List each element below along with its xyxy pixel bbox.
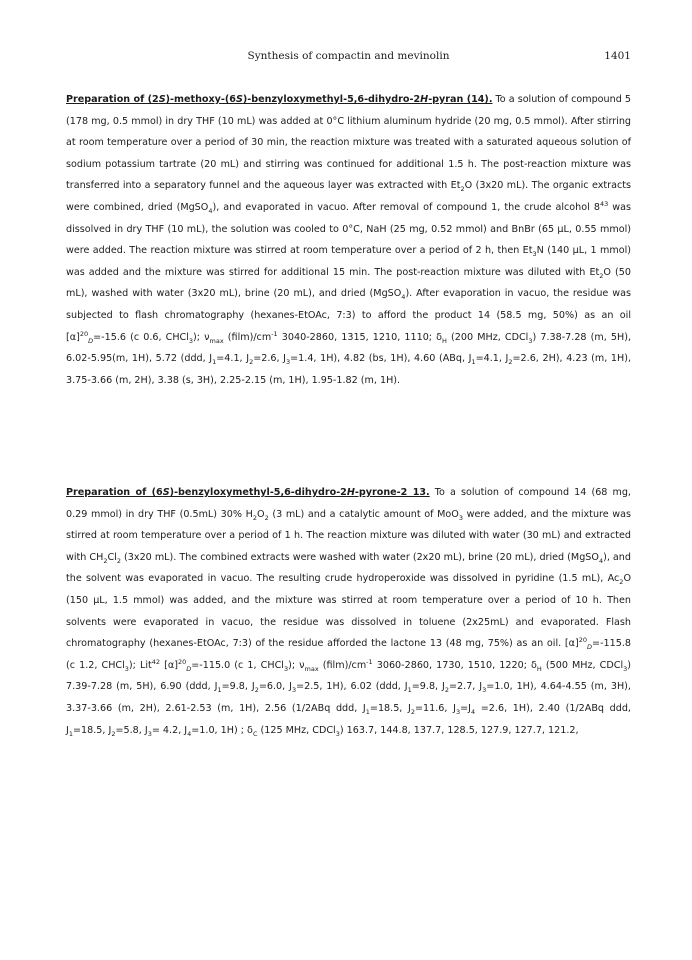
page-number: 1401: [604, 50, 631, 62]
paragraph-preparation-14: Preparation of (2S)-methoxy-(6S)-benzyloxymethyl-5,6-dihydro-2H-pyran (14). To a solution of compound 5 (178 mg, 0.5 mmol) in dry THF (10 mL) was added at 0°C lithium aluminum hydride (20 mg, 0.5 mmol). After stirring at room temperature over a period of 30 min, the reaction mixture was treated with a saturated aqueous solution of sodium potassium tartrate (20 mL) and stirring was continued for additional 1.5 h. The post-reaction mixture was transferred into a separatory funnel and the aqueous layer was extracted with $Et_2O$ (3x20 mL). The organic extracts were combined, dried (MgSO$_4$), and evaporated in vacuo. After removal of compound 1, the crude alcohol $8^{43}$ was dissolved in dry THF (10 mL), the solution was cooled to 0°C, NaH (25 mg, 0.52 mmol) and BnBr (65 µL, 0.55 mmol) were added. The reaction mixture was stirred at room temperature over a period of 2 h, then $Et_3N$ (140 µL, 1 mmol) was added and the mixture was stirred for additional 15 min. The post-reaction mixture was diluted with $Et_2O$ (50 mL), washed with water (3x20 mL), brine (20 mL), and dried (MgSO$_4$). After evaporation in vacuo, the residue was subjected to flash chromatography (hexanes-EtOAc, 7:3) to afford the product 14 (58.5 mg, 50%) as an oil $[\alpha]^{20}_D=-15.6$ (c 0.6, CHCl$_3$); $\nu_{max}$ $(film)/cm^{-1}$ 3040-2860, 1315, 1210, 1110; $\delta_H$ (200 MHz, CDCl$_3$) 7.38-7.28 (m, 5H), 6.02-5.95(m, 1H), 5.72 (ddd, $J_1=4.1$, $J_2=2.6$, $J_3=1.4$, 1H), 4.82 (bs, 1H), 4.60 (ABq, $J_1=4.1$, $J_2=2.6$, 2H), 4.23 (m, 1H), 3.75-3.66 (m, 2H), 3.38 (s, 3H), 2.25-2.15 (m, 1H), 1.95-1.82 (m, 1H).: [66, 94, 632, 386]
section-heading-13: Preparation of (6S)-benzyloxymethyl-5,6-dihydro-2H-pyrone-2 13.: [66, 487, 430, 498]
section-heading-14: Preparation of (2S)-methoxy-(6S)-benzyloxymethyl-5,6-dihydro-2H-pyran (14).: [66, 94, 493, 105]
paragraph-preparation-13: Preparation of (6S)-benzyloxymethyl-5,6-dihydro-2H-pyrone-2 13. To a solution of compound 14 (68 mg, 0.29 mmol) in dry THF (0.5mL) 30% $H_2O_2$ (3 mL) and a catalytic amount of MoO$_3$ were added, and the mixture was stirred at room temperature over a period of 1 h. The reaction mixture was diluted with water (30 mL) and extracted with $CH_2Cl_2$ (3x20 mL). The combined extracts were washed with water (2x20 mL), brine (20 mL), dried (MgSO$_4$), and the solvent was evaporated in vacuo. The resulting crude hydroperoxide was dissolved in pyridine (1.5 mL), $Ac_2O$ (150 µL, 1.5 mmol) was added, and the mixture was stirred at room temperature over a period of 10 h. Then solvents were evaporated in vacuo, the residue was dissolved in toluene (2x25mL) and evaporated. Flash chromatography (hexanes-EtOAc, 7:3) of the residue afforded the lactone 13 (48 mg, 75%) as an oil. $[\alpha]^{20}_D=-115.8$ (c 1.2, CHCl$_3$); Lit$^{42}$ $[\alpha]^{20}_D=-115.0$ (c 1, CHCl$_3$); $\nu_{max}$ $(film)/cm^{-1}$ 3060-2860, 1730, 1510, 1220; $\delta_H$ (500 MHz, CDCl$_3$) 7.39-7.28 (m, 5H), 6.90 (ddd, $J_1=9.8$, $J_2=6.0$, $J_3=2.5$, 1H), 6.02 (ddd, $J_1=9.8$, $J_2=2.7$, $J_3=1.0$, 1H), 4.64-4.55 (m, 3H), 3.37-3.66 (m, 2H), 2.61-2.53 (m, 1H), 2.56 (1/2ABq ddd, $J_1=18.5$, $J_2=11.6$, $J_3=J_4 =2.6$, 1H), 2.40 (1/2ABq ddd, $J_1=18.5$, $J_2=5.8$, $J_3= 4.2$, $J_4=1.0$, 1H) ; $\delta_C$ (125 MHz, CDCl$_3$) 163.7, 144.8, 137.7, 128.5, 127.9, 127.7, 121.2,: [66, 487, 632, 738]
running-head-title: Synthesis of compactin and mevinolin: [247, 50, 450, 62]
running-head: [66, 50, 631, 66]
